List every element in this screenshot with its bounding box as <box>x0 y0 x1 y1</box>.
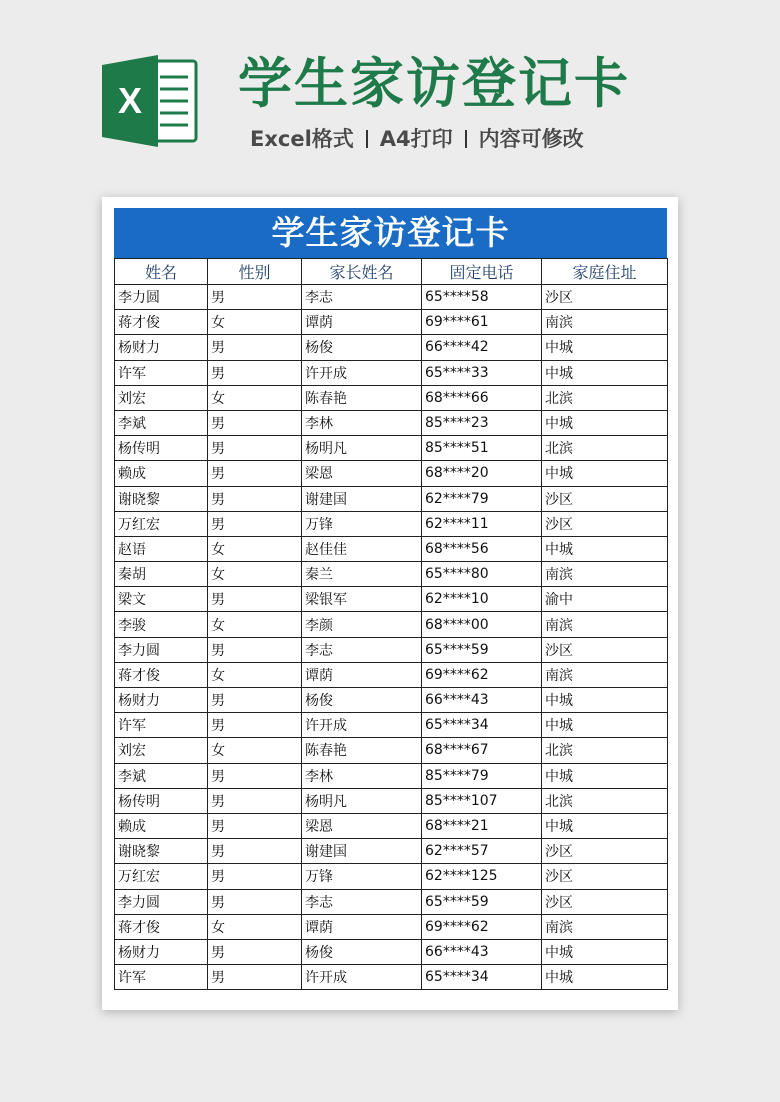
parent-name-cell[interactable]: 李志 <box>302 285 422 310</box>
gender-cell[interactable]: 男 <box>208 939 302 964</box>
address-cell[interactable]: 沙区 <box>542 864 668 889</box>
table-row <box>115 536 668 561</box>
phone-cell[interactable]: 65****59 <box>422 637 542 662</box>
student-name-cell[interactable]: 赖成 <box>115 461 208 486</box>
gender-cell[interactable]: 女 <box>208 310 302 335</box>
phone-cell[interactable]: 65****34 <box>422 965 542 990</box>
parent-name-cell[interactable]: 李林 <box>302 763 422 788</box>
gender-cell[interactable]: 男 <box>208 410 302 435</box>
student-name-cell[interactable]: 万红宏 <box>115 864 208 889</box>
student-name-cell[interactable]: 杨传明 <box>115 788 208 813</box>
parent-name-cell[interactable]: 梁恩 <box>302 813 422 838</box>
spreadsheet <box>114 208 667 990</box>
table-row <box>115 914 668 939</box>
table-row <box>115 738 668 763</box>
gender-cell[interactable]: 女 <box>208 914 302 939</box>
address-cell[interactable]: 南滨 <box>542 914 668 939</box>
svg-text:X: X <box>117 80 143 121</box>
phone-cell[interactable]: 69****62 <box>422 914 542 939</box>
student-name-cell[interactable]: 蒋才俊 <box>115 310 208 335</box>
student-name-cell[interactable]: 刘宏 <box>115 385 208 410</box>
address-cell[interactable]: 渝中 <box>542 587 668 612</box>
address-cell[interactable]: 中城 <box>542 536 668 561</box>
table-row <box>115 385 668 410</box>
parent-name-cell[interactable]: 梁恩 <box>302 461 422 486</box>
phone-cell[interactable]: 85****107 <box>422 788 542 813</box>
table-row <box>115 839 668 864</box>
gender-cell[interactable]: 男 <box>208 889 302 914</box>
student-name-cell[interactable]: 李骏 <box>115 612 208 637</box>
gender-cell[interactable]: 女 <box>208 662 302 687</box>
phone-cell[interactable]: 62****10 <box>422 587 542 612</box>
gender-cell[interactable]: 男 <box>208 637 302 662</box>
phone-cell[interactable]: 68****00 <box>422 612 542 637</box>
gender-cell[interactable]: 女 <box>208 536 302 561</box>
address-cell[interactable]: 中城 <box>542 688 668 713</box>
banner <box>0 0 780 180</box>
table-row <box>115 965 668 990</box>
gender-cell[interactable]: 女 <box>208 385 302 410</box>
phone-cell[interactable]: 68****21 <box>422 813 542 838</box>
gender-cell[interactable]: 男 <box>208 763 302 788</box>
gender-cell[interactable]: 男 <box>208 461 302 486</box>
parent-name-cell[interactable]: 秦兰 <box>302 562 422 587</box>
table-row <box>115 688 668 713</box>
student-name-cell[interactable]: 杨财力 <box>115 688 208 713</box>
student-name-cell[interactable]: 梁文 <box>115 587 208 612</box>
table-row <box>115 410 668 435</box>
table-row <box>115 310 668 335</box>
phone-cell[interactable]: 65****80 <box>422 562 542 587</box>
student-name-cell[interactable]: 许军 <box>115 713 208 738</box>
phone-cell[interactable]: 69****62 <box>422 662 542 687</box>
gender-cell[interactable]: 男 <box>208 335 302 360</box>
student-name-cell[interactable]: 秦胡 <box>115 562 208 587</box>
visit-record-table <box>114 258 668 990</box>
phone-cell[interactable]: 66****43 <box>422 688 542 713</box>
subtitle-editable: 内容可修改 <box>478 127 584 151</box>
student-name-cell[interactable]: 李力圆 <box>115 285 208 310</box>
student-name-cell[interactable]: 刘宏 <box>115 738 208 763</box>
parent-name-cell[interactable]: 陈春艳 <box>302 385 422 410</box>
parent-name-cell[interactable]: 梁银军 <box>302 587 422 612</box>
student-name-cell[interactable]: 谢晓黎 <box>115 486 208 511</box>
phone-cell[interactable]: 62****57 <box>422 839 542 864</box>
student-name-cell[interactable]: 许军 <box>115 360 208 385</box>
student-name-cell[interactable]: 蒋才俊 <box>115 662 208 687</box>
phone-cell[interactable]: 68****20 <box>422 461 542 486</box>
phone-cell[interactable]: 69****61 <box>422 310 542 335</box>
table-row <box>115 612 668 637</box>
phone-cell[interactable]: 65****33 <box>422 360 542 385</box>
address-cell[interactable]: 沙区 <box>542 839 668 864</box>
phone-cell[interactable]: 66****43 <box>422 939 542 964</box>
address-cell[interactable]: 南滨 <box>542 662 668 687</box>
phone-cell[interactable]: 68****66 <box>422 385 542 410</box>
table-row <box>115 562 668 587</box>
gender-cell[interactable]: 男 <box>208 864 302 889</box>
address-cell[interactable]: 沙区 <box>542 285 668 310</box>
parent-name-cell[interactable]: 杨俊 <box>302 939 422 964</box>
table-row <box>115 285 668 310</box>
subtitle-divider <box>465 130 467 148</box>
gender-cell[interactable]: 男 <box>208 587 302 612</box>
phone-cell[interactable]: 85****23 <box>422 410 542 435</box>
column-header-address[interactable]: 家庭住址 <box>542 259 668 285</box>
address-cell[interactable]: 南滨 <box>542 612 668 637</box>
sheet-title: 学生家访登记卡 <box>114 208 667 258</box>
gender-cell[interactable]: 男 <box>208 285 302 310</box>
parent-name-cell[interactable]: 谢建国 <box>302 839 422 864</box>
column-header-name[interactable]: 姓名 <box>115 259 208 285</box>
table-row <box>115 436 668 461</box>
phone-cell[interactable]: 62****125 <box>422 864 542 889</box>
student-name-cell[interactable]: 杨传明 <box>115 436 208 461</box>
student-name-cell[interactable]: 李力圆 <box>115 889 208 914</box>
table-header-row <box>115 259 668 285</box>
parent-name-cell[interactable]: 李林 <box>302 410 422 435</box>
gender-cell[interactable]: 女 <box>208 738 302 763</box>
table-row <box>115 763 668 788</box>
table-row <box>115 335 668 360</box>
table-row <box>115 939 668 964</box>
address-cell[interactable]: 北滨 <box>542 436 668 461</box>
student-name-cell[interactable]: 谢晓黎 <box>115 839 208 864</box>
student-name-cell[interactable]: 许军 <box>115 965 208 990</box>
phone-cell[interactable]: 62****79 <box>422 486 542 511</box>
parent-name-cell[interactable]: 许开成 <box>302 360 422 385</box>
gender-cell[interactable]: 女 <box>208 612 302 637</box>
table-row <box>115 461 668 486</box>
phone-cell[interactable]: 65****59 <box>422 889 542 914</box>
student-name-cell[interactable]: 赖成 <box>115 813 208 838</box>
page-title: 学生家访登记卡 <box>238 52 630 115</box>
address-cell[interactable]: 北滨 <box>542 385 668 410</box>
column-header-phone[interactable]: 固定电话 <box>422 259 542 285</box>
student-name-cell[interactable]: 赵语 <box>115 536 208 561</box>
address-cell[interactable]: 北滨 <box>542 738 668 763</box>
phone-cell[interactable]: 85****51 <box>422 436 542 461</box>
parent-name-cell[interactable]: 杨明凡 <box>302 436 422 461</box>
subtitle-print: A4打印 <box>379 127 453 151</box>
address-cell[interactable]: 北滨 <box>542 788 668 813</box>
student-name-cell[interactable]: 杨财力 <box>115 939 208 964</box>
address-cell[interactable]: 中城 <box>542 813 668 838</box>
table-row <box>115 360 668 385</box>
address-cell[interactable]: 沙区 <box>542 889 668 914</box>
parent-name-cell[interactable]: 谭荫 <box>302 310 422 335</box>
address-cell[interactable]: 中城 <box>542 939 668 964</box>
parent-name-cell[interactable]: 万锋 <box>302 864 422 889</box>
address-cell[interactable]: 中城 <box>542 713 668 738</box>
phone-cell[interactable]: 65****34 <box>422 713 542 738</box>
address-cell[interactable]: 中城 <box>542 763 668 788</box>
table-row <box>115 813 668 838</box>
page-subtitle <box>250 122 670 156</box>
parent-name-cell[interactable]: 谢建国 <box>302 486 422 511</box>
parent-name-cell[interactable]: 杨俊 <box>302 335 422 360</box>
table-row <box>115 486 668 511</box>
phone-cell[interactable]: 65****58 <box>422 285 542 310</box>
address-cell[interactable]: 中城 <box>542 410 668 435</box>
gender-cell[interactable]: 男 <box>208 713 302 738</box>
gender-cell[interactable]: 男 <box>208 511 302 536</box>
phone-cell[interactable]: 68****67 <box>422 738 542 763</box>
parent-name-cell[interactable]: 杨俊 <box>302 688 422 713</box>
column-header-parent-name[interactable]: 家长姓名 <box>302 259 422 285</box>
table-row <box>115 713 668 738</box>
gender-cell[interactable]: 女 <box>208 562 302 587</box>
gender-cell[interactable]: 男 <box>208 436 302 461</box>
gender-cell[interactable]: 男 <box>208 965 302 990</box>
parent-name-cell[interactable]: 赵佳佳 <box>302 536 422 561</box>
address-cell[interactable]: 中城 <box>542 360 668 385</box>
parent-name-cell[interactable]: 杨明凡 <box>302 788 422 813</box>
phone-cell[interactable]: 62****11 <box>422 511 542 536</box>
address-cell[interactable]: 中城 <box>542 461 668 486</box>
phone-cell[interactable]: 85****79 <box>422 763 542 788</box>
table-row <box>115 889 668 914</box>
gender-cell[interactable]: 男 <box>208 813 302 838</box>
gender-cell[interactable]: 男 <box>208 360 302 385</box>
address-cell[interactable]: 南滨 <box>542 562 668 587</box>
gender-cell[interactable]: 男 <box>208 486 302 511</box>
phone-cell[interactable]: 68****56 <box>422 536 542 561</box>
parent-name-cell[interactable]: 许开成 <box>302 965 422 990</box>
table-row <box>115 511 668 536</box>
parent-name-cell[interactable]: 谭荫 <box>302 662 422 687</box>
gender-cell[interactable]: 男 <box>208 839 302 864</box>
table-row <box>115 587 668 612</box>
table-row <box>115 788 668 813</box>
subtitle-format: Excel格式 <box>250 127 354 151</box>
student-name-cell[interactable]: 李力圆 <box>115 637 208 662</box>
student-name-cell[interactable]: 杨财力 <box>115 335 208 360</box>
table-row <box>115 662 668 687</box>
address-cell[interactable]: 中城 <box>542 965 668 990</box>
column-header-gender[interactable]: 性别 <box>208 259 302 285</box>
subtitle-divider <box>366 130 368 148</box>
gender-cell[interactable]: 男 <box>208 688 302 713</box>
address-cell[interactable]: 南滨 <box>542 310 668 335</box>
parent-name-cell[interactable]: 陈春艳 <box>302 738 422 763</box>
paper-preview <box>102 197 678 1010</box>
address-cell[interactable]: 沙区 <box>542 637 668 662</box>
address-cell[interactable]: 沙区 <box>542 486 668 511</box>
student-name-cell[interactable]: 李斌 <box>115 763 208 788</box>
parent-name-cell[interactable]: 李颜 <box>302 612 422 637</box>
table-row <box>115 637 668 662</box>
table-row <box>115 864 668 889</box>
student-name-cell[interactable]: 李斌 <box>115 410 208 435</box>
parent-name-cell[interactable]: 谭荫 <box>302 914 422 939</box>
address-cell[interactable]: 中城 <box>542 335 668 360</box>
parent-name-cell[interactable]: 李志 <box>302 637 422 662</box>
student-name-cell[interactable]: 蒋才俊 <box>115 914 208 939</box>
phone-cell[interactable]: 66****42 <box>422 335 542 360</box>
parent-name-cell[interactable]: 许开成 <box>302 713 422 738</box>
gender-cell[interactable]: 男 <box>208 788 302 813</box>
parent-name-cell[interactable]: 李志 <box>302 889 422 914</box>
student-name-cell[interactable]: 万红宏 <box>115 511 208 536</box>
address-cell[interactable]: 沙区 <box>542 511 668 536</box>
parent-name-cell[interactable]: 万锋 <box>302 511 422 536</box>
excel-logo-icon <box>102 55 198 147</box>
